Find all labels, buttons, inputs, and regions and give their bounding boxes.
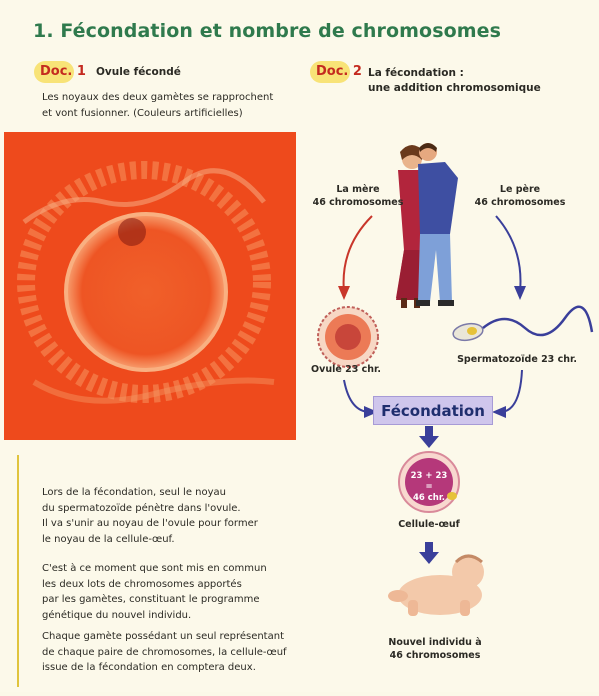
- sperm-illustration: [452, 307, 592, 343]
- ovule-label: Ovule 23 chr.: [311, 364, 381, 375]
- doc1-caption: Les noyaux des deux gamètes se rapprochent et vont fusionner. (Couleurs artificielles): [42, 92, 274, 119]
- body-paragraph-1: Lors de la fécondation, seul le noyau du spermatozoïde pénètre dans l'ovule. Il va s'unir au noyau de l'ovule pour former le noyau de la cellule-œuf.: [42, 487, 258, 545]
- body-paragraph-2: C'est à ce moment que sont mis en commun les deux lots de chromosomes apportés par les gamètes, constituant le programme génétique du nouvel individu.: [42, 563, 267, 621]
- new-individual-label: Nouvel individu à 46 chromosomes: [388, 637, 482, 661]
- father-label: Le père 46 chromosomes: [474, 184, 566, 208]
- fertilized-ovum-photo: [4, 132, 296, 440]
- egg-cell-formula: 23 + 23 = 46 chr.: [410, 471, 448, 503]
- page-title: 1. Fécondation et nombre de chromosomes: [33, 20, 502, 42]
- doc1-tag: Doc. 1: [40, 64, 86, 79]
- couple-illustration: [396, 143, 458, 308]
- doc2-tag: Doc. 2: [316, 64, 362, 79]
- doc1-title: Ovule fécondé: [96, 66, 181, 78]
- fecondation-box: Fécondation: [373, 396, 493, 425]
- baby-illustration: [388, 556, 484, 616]
- ovule-illustration: [318, 307, 378, 367]
- margin-rule: [17, 455, 19, 687]
- doc2-title: La fécondation : une addition chromosomique: [368, 67, 541, 94]
- body-paragraph-3: Chaque gamète possédant un seul représentant de chaque paire de chromosomes, la cellule-œuf issue de la fécondation en comptera deux.: [42, 631, 287, 673]
- sperm-label: Spermatozoïde 23 chr.: [457, 354, 577, 365]
- mother-label: La mère 46 chromosomes: [312, 184, 404, 208]
- cell-label: Cellule-œuf: [398, 519, 460, 530]
